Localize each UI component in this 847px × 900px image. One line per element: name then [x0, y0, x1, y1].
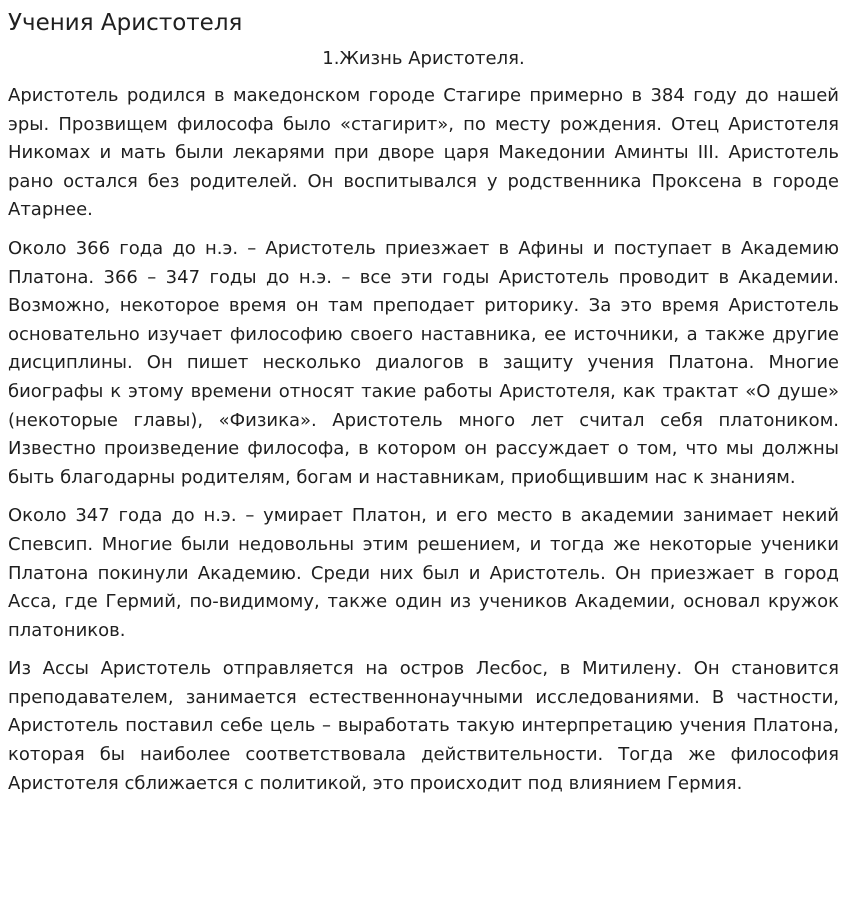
paragraph-plato-death: Около 347 года до н.э. – умирает Платон, и его место в академии занимает некий Спевсип. Многие были недовольны этим решением, и тогда же некоторые ученики Платона покинули Академию. Среди них был и Аристотель. Он приезжает в город Асса, где Гермий, по-видимому, также один из учеников Академии, основал кружок платоников. — [8, 505, 839, 641]
paragraph-lesbos: Из Ассы Аристотель отправляется на остров Лесбос, в Митилену. Он становится преподавателем, занимается естественнонаучными исследованиями. В частности, Аристотель поставил себе цель – выработать такую интерпретацию учения Платона, которая бы наиболее соответствовала действительности. Тогда же философия Аристотеля сближается с политикой, это происходит под влиянием Гермия. — [8, 658, 839, 794]
paragraph-birth: Аристотель родился в македонском городе Стагире примерно в 384 году до нашей эры. Прозвищем философа было «стагирит», по месту рождения. Отец Аристотеля Никомах и мать были лекарями при дворе царя Македонии Аминты III. Аристотель рано остался без родителей. Он воспитывался у родственника Проксена в городе Атарнее. — [8, 85, 839, 221]
document-title: Учения Аристотеля — [8, 10, 243, 36]
paragraph-academy: Около 366 года до н.э. – Аристотель приезжает в Афины и поступает в Академию Платона. 366 – 347 годы до н.э. – все эти годы Аристотель проводит в Академии. Возможно, некоторое время он там преподает риторику. За это время Аристотель основательно изучает философию своего наставника, ее источники, а также другие дисциплины. Он пишет несколько диалогов в защиту учения Платона. Многие биографы к этому времени относят такие работы Аристотеля, как трактат «О душе» (некоторые главы), «Физика». Аристотель много лет считал себя платоником. Известно произведение философа, в котором он рассуждает о том, что мы должны быть благодарны родителям, богам и наставникам, приобщившим нас к знаниям. — [8, 237, 839, 488]
section-heading: 1.Жизнь Аристотеля. — [322, 48, 525, 69]
